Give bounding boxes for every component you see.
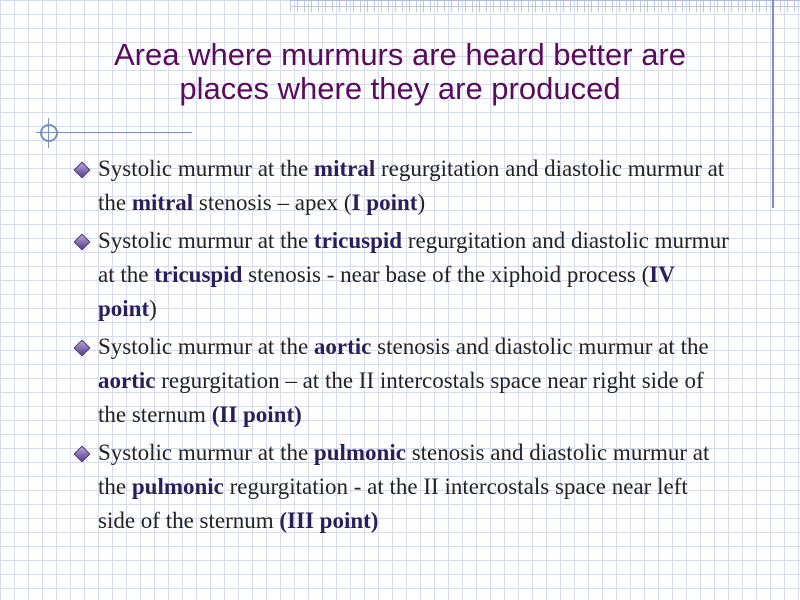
bullet-1-text-5: IV point [98, 262, 675, 321]
diamond-bullet-icon [74, 340, 91, 357]
bullet-0-text-4: stenosis – apex ( [193, 190, 352, 215]
bullet-3-text-2: stenosis and diastolic murmur at the [98, 440, 710, 499]
corner-grid-decoration [290, 0, 800, 12]
title-line-1: Area where murmurs are heard better are [113, 37, 687, 72]
bullet-item [70, 224, 730, 326]
bullet-item [70, 436, 730, 538]
decor-vertical-line-right [772, 0, 774, 208]
diamond-bullet-icon [74, 234, 91, 251]
bullet-0-text-6: ) [417, 190, 426, 215]
bullet-1-text-4: stenosis - near base of the xiphoid process ( [242, 262, 650, 287]
bullet-1-text-1: tricuspid [313, 228, 403, 253]
bullet-item [70, 152, 730, 220]
bullet-2-text-2: stenosis and diastolic murmur at the [371, 334, 709, 359]
bullet-3-text-3: pulmonic [131, 474, 224, 499]
bullet-0-text-1: mitral [313, 156, 376, 181]
bullet-2-text-1: aortic [313, 334, 372, 359]
bullet-item [70, 330, 730, 432]
bullet-3-text-1: pulmonic [313, 440, 406, 465]
bullet-2-text-5: (II point) [211, 402, 302, 427]
bullet-3-text-4: regurgitation - at the II intercostals space near left side of the sternum [98, 474, 688, 533]
bullet-2-text-4: regurgitation – at the II intercostals space near right side of the sternum [98, 368, 704, 427]
bullet-2-text-0: Systolic murmur at the [98, 334, 314, 359]
bullet-1-text-3: tricuspid [154, 262, 243, 287]
crosshair-decoration [40, 124, 58, 142]
bullet-1-text-2: regurgitation and diastolic murmur at the [98, 228, 729, 287]
bullet-0-text-0: Systolic murmur at the [98, 156, 314, 181]
bullet-0-text-2: regurgitation and diastolic murmur at the [98, 156, 725, 215]
bullet-1-text-6: ) [149, 296, 157, 321]
decor-horizontal-line [36, 132, 192, 133]
title-line-2: places where they are produced [179, 71, 621, 106]
bullet-0-text-3: mitral [131, 190, 194, 215]
slide-title [40, 38, 760, 106]
bullet-3-text-0: Systolic murmur at the [98, 440, 314, 465]
diamond-bullet-icon [74, 446, 91, 463]
bullet-2-text-3: aortic [98, 368, 156, 393]
bullet-3-text-5: (III point) [279, 508, 379, 533]
bullet-0-text-5: I point [351, 190, 418, 215]
bullet-list [70, 152, 730, 542]
diamond-bullet-icon [74, 162, 91, 179]
bullet-1-text-0: Systolic murmur at the [98, 228, 314, 253]
